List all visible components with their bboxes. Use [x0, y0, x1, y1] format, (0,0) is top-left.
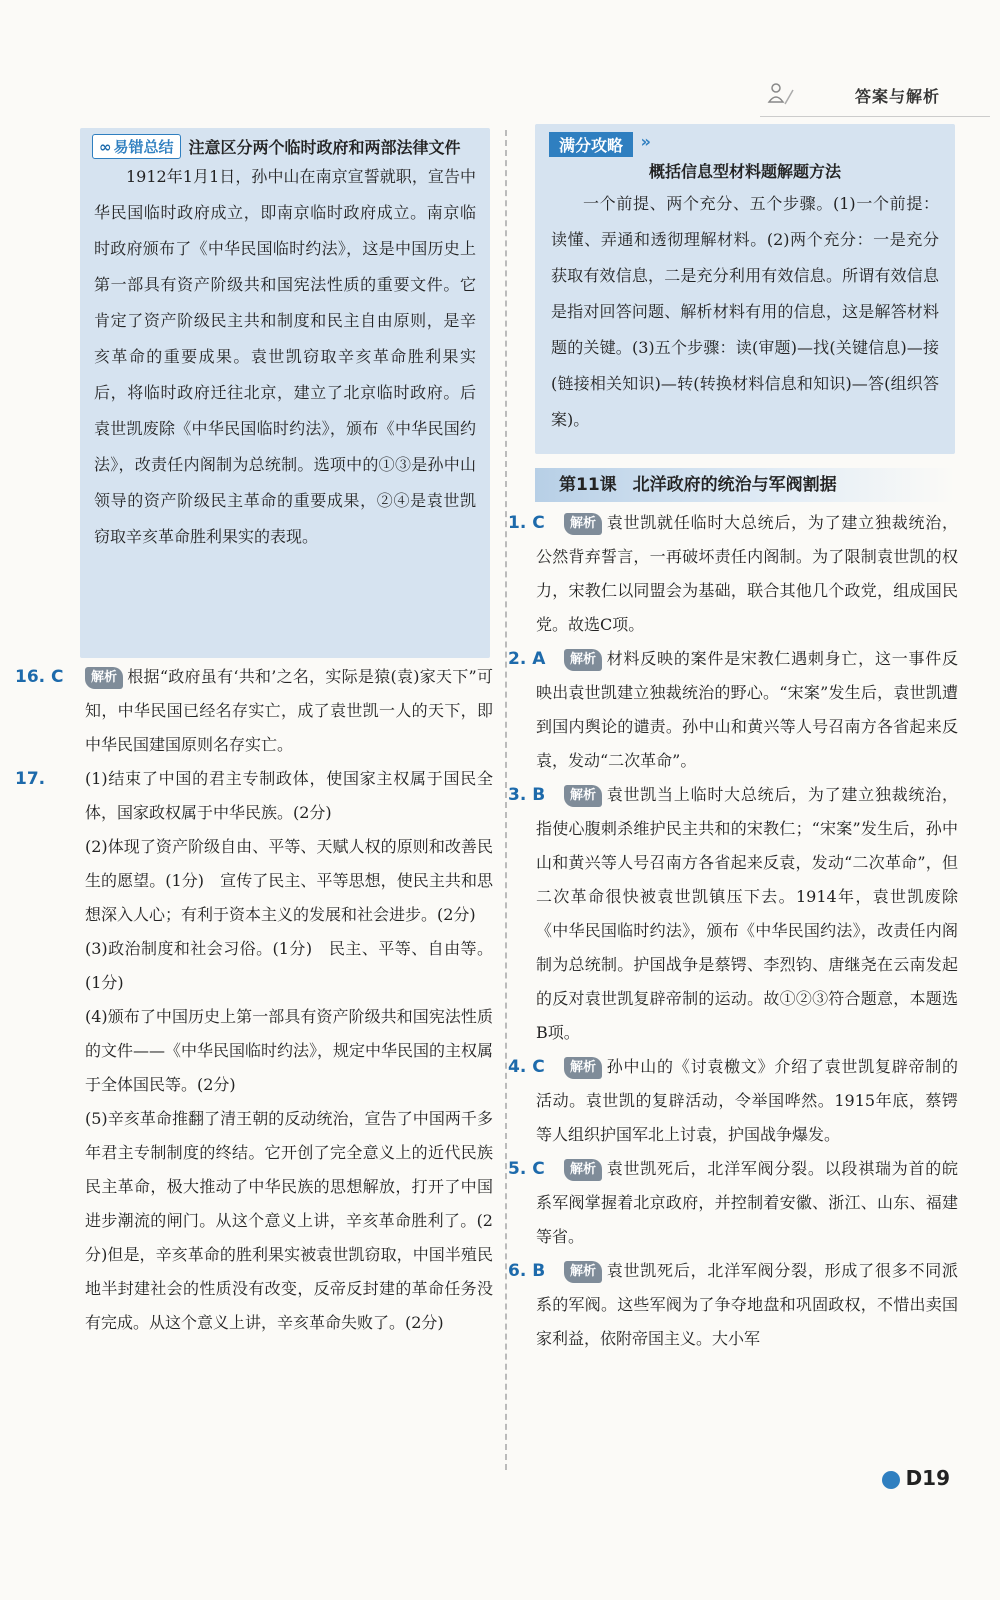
analysis-tag: 解析 [564, 1057, 602, 1079]
answer-letter: A [532, 649, 546, 669]
strategy-tag: 满分攻略 » [549, 132, 633, 157]
answer-number: 5. [508, 1159, 527, 1179]
answer-text: 袁世凯就任临时大总统后，为了建立独裁统治，公然背弃誓言，一再破坏责任内阁制。为了限制袁世凯的权力，宋教仁以同盟会为基础，联合其他几个政党，组成国民党。故选C项。 [536, 513, 958, 634]
analysis-tag: 解析 [85, 667, 123, 689]
column-divider [505, 130, 507, 1470]
analysis-tag: 解析 [564, 649, 602, 671]
header-rule [760, 116, 990, 117]
answer-number: 3. [508, 785, 527, 805]
answer-text: 袁世凯死后，北洋军阀分裂。以段祺瑞为首的皖系军阀掌握着北京政府，并控制着安徽、浙江、山东、福建等省。 [536, 1159, 958, 1246]
answer-letter: C [532, 1057, 545, 1077]
link-icon: ∞ [99, 138, 112, 156]
answer-text: 材料反映的案件是宋教仁遇刺身亡，这一事件反映出袁世凯建立独裁统治的野心。“宋案”发生后，袁世凯遭到国内舆论的谴责。孙中山和黄兴等人号召南方各省起来反袁，发动“二次革命”。 [536, 649, 958, 770]
answer-text: 袁世凯当上临时大总统后，为了建立独裁统治，指使心腹刺杀维护民主共和的宋教仁；“宋案”发生后，孙中山和黄兴等人号召南方各省起来反袁，发动“二次革命”，但二次革命很快被袁世凯镇压下去。1914年，袁世凯废除《中华民国临时约法》，颁布《中华民国约法》，改责任内阁制为总统制。护国战争是蔡锷、李烈钧、唐继尧在云南发起的反对袁世凯复辟帝制的运动。故①②③符合题意，本题选B项。 [536, 785, 958, 1042]
answer-number: 17. [15, 769, 46, 789]
answer-letter: C [51, 667, 64, 687]
answer-item [508, 1050, 958, 1152]
left-answers [15, 660, 493, 1340]
answer-item [508, 642, 958, 778]
q17-part-4: (4)颁布了中国历史上第一部具有资产阶级共和国宪法性质的文件——《中华民国临时约法》，规定中华民国的主权属于全体国民等。(2分) [85, 1007, 494, 1094]
answer-letter: B [532, 1261, 546, 1281]
answer-letter: C [532, 1159, 545, 1179]
lesson-heading [535, 468, 955, 502]
answer-item [15, 660, 493, 762]
answer-item [508, 778, 958, 1050]
answer-letter: B [532, 785, 546, 805]
answer-text: 袁世凯死后，北洋军阀分裂，形成了很多不同派系的军阀。这些军阀为了争夺地盘和巩固政权，不惜出卖国家利益，依附帝国主义。大小军 [536, 1261, 958, 1348]
lesson-title: 北洋政府的统治与军阀割据 [632, 475, 837, 495]
tip-box [80, 128, 490, 658]
tip-title: 注意区分两个临时政府和两部法律文件 [188, 138, 461, 157]
answer-number: 2. [508, 649, 527, 669]
right-answers [508, 506, 958, 1356]
answer-letter: C [532, 513, 545, 533]
answer-item-17 [15, 762, 493, 830]
reading-person-icon [767, 82, 795, 106]
analysis-tag: 解析 [564, 785, 602, 807]
page-dot-icon [882, 1471, 900, 1489]
answer-text: 根据“政府虽有‘共和’之名，实际是猿(袁)家天下”可知，中华民国已经名存实亡，成了袁世凯一人的天下，即中华民国建国原则名存实亡。 [85, 667, 493, 754]
answer-item [508, 1152, 958, 1254]
strategy-box [535, 124, 955, 454]
tip-tag: ∞ 易错总结 [92, 134, 181, 159]
q17-part-5: (5)辛亥革命推翻了清王朝的反动统治，宣告了中国两千多年君主专制制度的终结。它开创了完全意义上的近代民族民主革命，极大推动了中华民族的思想解放，打开了中国进步潮流的闸门。从这个意义上讲，辛亥革命胜利了。(2分)但是，辛亥革命的胜利果实被袁世凯窃取，中国半殖民地半封建社会的性质没有改变，反帝反封建的革命任务没有完成。从这个意义上讲，辛亥革命失败了。(2分) [85, 1109, 493, 1332]
q17-part-2: (2)体现了资产阶级自由、平等、天赋人权的原则和改善民生的愿望。(1分) 宣传了民主、平等思想，使民主共和思想深入人心；有利于资本主义的发展和社会进步。(2分) [85, 837, 493, 924]
analysis-tag: 解析 [564, 1159, 602, 1181]
answer-item [508, 506, 958, 642]
answer-number: 1. [508, 513, 527, 533]
answer-item [508, 1254, 958, 1356]
page-number: D19 [882, 1466, 950, 1490]
answer-number: 4. [508, 1057, 527, 1077]
q17-part-1: (1)结束了中国的君主专制政体，使国家主权属于国民全体，国家政权属于中华民族。(2分) [85, 769, 493, 822]
answer-number: 6. [508, 1261, 527, 1281]
header-title: 答案与解析 [854, 87, 940, 106]
strategy-body: 一个前提、两个充分、五个步骤。(1)一个前提：读懂、弄通和透彻理解材料。(2)两个充分：一是充分获取有效信息，二是充分利用有效信息。所谓有效信息是指对回答问题、解析材料有用的信息，这是解答材料题的关键。(3)五个步骤：读(审题)—找(关键信息)—接(链接相关知识)—转(转换材料信息和知识)—答(组织答案)。 [551, 194, 939, 429]
strategy-title: 概括信息型材料题解题方法 [648, 162, 841, 181]
tip-body: 1912年1月1日，孙中山在南京宣誓就职，宣告中华民国临时政府成立，即南京临时政府成立。南京临时政府颁布了《中华民国临时约法》，这是中国历史上第一部具有资产阶级共和国宪法性质的重要文件。它肯定了资产阶级民主共和制度和民主自由原则，是辛亥革命的重要成果。袁世凯窃取辛亥革命胜利果实后，将临时政府迁往北京，建立了北京临时政府。后袁世凯废除《中华民国临时约法》，颁布《中华民国约法》，改责任内阁制为总统制。选项中的①③是孙中山领导的资产阶级民主革命的重要成果，②④是袁世凯窃取辛亥革命胜利果实的表现。 [94, 167, 476, 546]
lesson-number: 第11课 [559, 475, 617, 495]
analysis-tag: 解析 [564, 513, 602, 535]
analysis-tag: 解析 [564, 1261, 602, 1283]
answer-number: 16. [15, 667, 46, 687]
q17-part-3: (3)政治制度和社会习俗。(1分) 民主、平等、自由等。(1分) [85, 939, 493, 992]
answer-text: 孙中山的《讨袁檄文》介绍了袁世凯复辟帝制的活动。袁世凯的复辟活动，令举国哗然。1915年底，蔡锷等人组织护国军北上讨袁，护国战争爆发。 [536, 1057, 958, 1144]
